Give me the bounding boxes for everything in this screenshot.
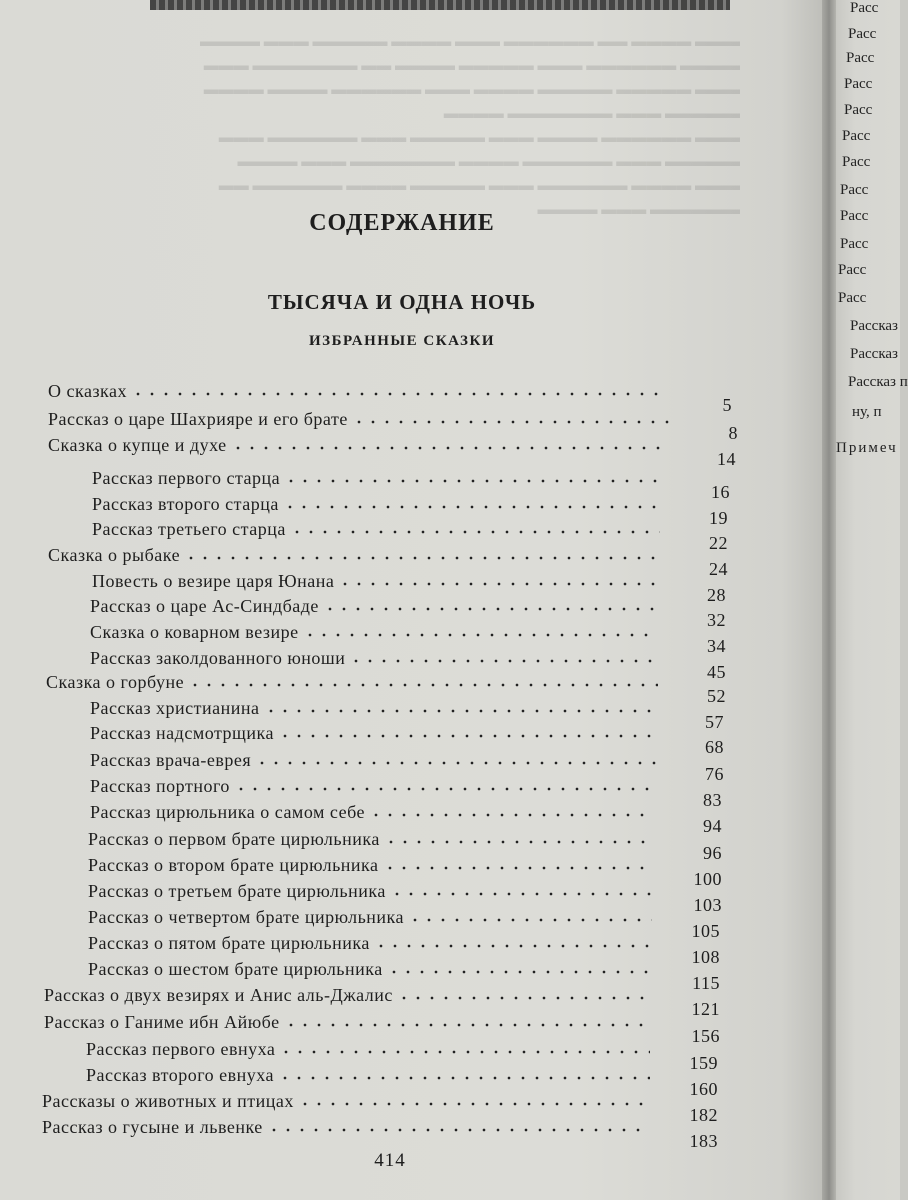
toc-entry-title: Сказка о горбуне [46, 672, 185, 692]
toc-entry [88, 876, 722, 915]
right-page-text-fragment: Расс [844, 102, 873, 118]
toc-entry-title: Рассказ второго евнуха [86, 1065, 275, 1085]
dot-leader [290, 528, 660, 536]
toc-entry [90, 617, 726, 656]
toc-entry-title: Рассказ цирюльника о самом себе [90, 802, 365, 822]
toc-entry [88, 902, 720, 941]
dot-leader [131, 390, 664, 398]
dot-leader [303, 631, 658, 639]
dot-leader [408, 916, 652, 924]
toc-entry-page: 19 [709, 508, 728, 528]
toc-entry-page: 57 [705, 712, 724, 732]
dot-leader [283, 503, 660, 511]
toc-entry-page: 100 [693, 869, 722, 889]
dot-leader [184, 554, 660, 562]
right-page-text-fragment: Расс [850, 0, 879, 16]
toc-entry-title: Рассказ о пятом брате цирюльника [88, 933, 370, 953]
toc-entry-page: 52 [707, 686, 726, 706]
contents-heading: СОДЕРЖАНИЕ [309, 210, 495, 236]
toc-entry [92, 489, 728, 528]
toc-entry [86, 1034, 718, 1073]
toc-entry [90, 718, 724, 757]
toc-entry-page: 5 [722, 395, 732, 415]
dot-leader [284, 477, 662, 485]
right-page-text-fragment: Рассказ [850, 318, 898, 334]
toc-entry [44, 1007, 720, 1046]
toc-entry-title: Рассказ надсмотрщика [90, 723, 275, 743]
toc-entry [90, 693, 724, 732]
dot-leader [231, 444, 668, 452]
toc-entry-title: Рассказ о третьем брате цирюльника [88, 881, 386, 901]
dot-leader [188, 681, 658, 689]
dot-leader [397, 994, 652, 1002]
dot-leader [279, 1048, 650, 1056]
dot-leader [369, 811, 654, 819]
right-page-text-fragment: ну, п [852, 404, 882, 420]
toc-entry-page: 156 [691, 1026, 720, 1046]
toc-entry [88, 824, 722, 863]
toc-entry-title: Рассказ портного [90, 776, 230, 796]
toc-entry-page: 96 [703, 843, 722, 863]
toc-entry-page: 83 [703, 790, 722, 810]
dot-leader [264, 707, 656, 715]
toc-entry-page: 16 [711, 482, 730, 502]
toc-entry-title: Рассказ второго старца [92, 494, 279, 514]
toc-entry-title: Сказка о коварном везире [90, 622, 299, 642]
toc-entry [46, 667, 726, 706]
toc-entry [86, 1060, 718, 1099]
toc-entry-title: Рассказ о первом брате цирюльника [88, 829, 380, 849]
right-page-text-fragment: Расс [838, 290, 867, 306]
toc-entry-page: 115 [692, 973, 720, 993]
toc-entry-title: Рассказ о гусыне и львенке [42, 1117, 263, 1137]
right-page-text-fragment: Расс [848, 26, 877, 42]
toc-entry-page: 22 [709, 533, 728, 553]
toc-entry-page: 94 [703, 816, 722, 836]
right-page [836, 0, 908, 1200]
toc-entry-page: 183 [689, 1131, 718, 1151]
right-page-text-fragment: Расс [838, 262, 867, 278]
toc-entry-title: Рассказ первого старца [92, 468, 281, 488]
dot-leader [278, 1074, 650, 1082]
dot-leader [374, 942, 652, 950]
dot-leader [390, 890, 654, 898]
toc-entry [90, 745, 724, 784]
toc-entry [48, 376, 732, 415]
toc-entry [90, 771, 722, 810]
right-page-text-fragment: Расс [840, 182, 869, 198]
toc-entry-title: Сказка о купце и духе [48, 435, 227, 455]
toc-entry-page: 8 [728, 423, 738, 443]
toc-entry-title: Рассказ о царе Ас-Синдбаде [90, 596, 319, 616]
toc-entry-title: Рассказы о животных и птицах [42, 1091, 294, 1111]
dot-leader [352, 418, 670, 426]
toc-entry-page: 28 [707, 585, 726, 605]
dot-leader [298, 1100, 650, 1108]
toc-entry-title: О сказках [48, 381, 128, 401]
dot-leader [387, 968, 652, 976]
toc-entry-page: 76 [705, 764, 724, 784]
dot-leader [284, 1021, 652, 1029]
toc-entry-title: Сказка о рыбаке [48, 545, 181, 565]
toc-entry-title: Рассказ о втором брате цирюльника [88, 855, 379, 875]
toc-entry-title: Рассказ о шестом брате цирюльника [88, 959, 383, 979]
toc-entry [42, 1086, 718, 1125]
toc-entry [44, 980, 720, 1019]
section-subtitle: ИЗБРАННЫЕ СКАЗКИ [308, 333, 496, 349]
toc-entry-title: Рассказ о царе Шахрияре и его брате [48, 409, 348, 429]
toc-entry [88, 954, 720, 993]
dot-leader [338, 580, 658, 588]
toc-entry-page: 105 [691, 921, 720, 941]
dot-leader [349, 657, 658, 665]
toc-entry-title: Рассказ о двух везирях и Анис аль-Джалис [44, 985, 393, 1005]
book-title: ТЫСЯЧА И ОДНА НОЧЬ [267, 290, 537, 314]
right-page-text-fragment: Расс [846, 50, 875, 66]
toc-entry-page: 45 [707, 662, 726, 682]
toc-entry [90, 591, 726, 630]
toc-entry-title: Рассказ о Ганиме ибн Айюбе [44, 1012, 280, 1032]
toc-entry-page: 182 [689, 1105, 718, 1125]
toc-entry [42, 1112, 718, 1151]
toc-entry-page: 159 [689, 1053, 718, 1073]
toc-entry-page: 68 [705, 737, 724, 757]
right-page-text-fragment: Рассказ [850, 346, 898, 362]
dot-leader [267, 1126, 650, 1134]
toc-entry-title: Повесть о везире царя Юнана [92, 571, 335, 591]
right-page-text-fragment: Примеч [836, 440, 898, 456]
toc-entry [90, 797, 722, 836]
toc-entry-title: Рассказ первого евнуха [86, 1039, 276, 1059]
right-page-text-fragment: Расс [840, 236, 869, 252]
toc-entry [92, 463, 730, 502]
toc-entry [92, 566, 726, 605]
toc-entry-title: Рассказ о четвертом брате цирюльника [88, 907, 405, 927]
toc-entry-title: Рассказ третьего старца [92, 519, 286, 539]
toc-entry [48, 540, 728, 579]
toc-entry-title: Рассказ заколдованного юноши [90, 648, 346, 668]
dot-leader [278, 732, 656, 740]
right-page-text-fragment: Расс [844, 76, 873, 92]
page-number: 414 [374, 1150, 406, 1171]
dot-leader [384, 838, 654, 846]
dot-leader [234, 785, 654, 793]
toc-entry-title: Рассказ христианина [90, 698, 260, 718]
toc-entry [90, 643, 726, 682]
toc-entry [48, 404, 738, 443]
right-page-text-fragment: Расс [840, 208, 869, 224]
toc-entry-page: 121 [691, 999, 720, 1019]
dot-leader [255, 759, 656, 767]
right-page-text-fragment: Рассказ п [848, 374, 908, 390]
book-gutter [822, 0, 836, 1200]
toc-entry-page: 160 [689, 1079, 718, 1099]
toc-entry-page: 24 [709, 559, 728, 579]
toc-entry-page: 34 [707, 636, 726, 656]
right-page-text-fragment: Расс [842, 154, 871, 170]
toc-entry-title: Рассказ врача-еврея [90, 750, 252, 770]
toc-entry [92, 514, 728, 553]
toc-entry [88, 850, 722, 889]
dot-leader [323, 605, 658, 613]
bleed-through-text: ▬▬▬ ▬▬▬▬ ▬▬ ▬▬▬▬▬▬ ▬▬▬ ▬▬▬▬ ▬▬▬▬▬ ▬▬▬ ▬▬▬▬ ▬▬▬▬ ▬▬▬▬▬▬ ▬▬▬ ▬▬▬▬▬ ▬▬▬▬ ▬▬ ▬▬▬▬▬▬▬ ▬▬▬ ▬▬▬ ▬▬▬▬▬ ▬▬▬▬▬ ▬▬▬▬ ▬▬▬ ▬▬▬▬▬▬ ▬▬▬▬ ▬▬▬▬ ▬▬▬▬▬ ▬▬▬ ▬▬▬▬▬▬▬ ▬▬▬▬ ▬▬▬ ▬▬▬▬▬▬ ▬▬▬▬ ▬▬▬ ▬▬▬▬▬ ▬▬▬ ▬▬▬▬▬▬ ▬▬▬ ▬▬▬▬▬ ▬▬▬ ▬▬▬▬▬▬ ▬▬▬▬ ▬▬▬▬▬▬▬ ▬▬▬ ▬▬▬▬ ▬▬▬ ▬▬▬▬ ▬▬▬▬▬▬ ▬▬▬ ▬▬▬▬▬ ▬▬▬▬ ▬▬▬▬▬▬ ▬▬ ▬▬▬▬▬▬ ▬▬▬ ▬▬▬▬ [200, 34, 740, 218]
toc-entry-page: 103 [693, 895, 722, 915]
toc-entry-page: 108 [691, 947, 720, 967]
right-page-text-fragment: Расс [842, 128, 871, 144]
dot-leader [383, 864, 655, 872]
toc-entry [88, 928, 720, 967]
toc-entry [48, 430, 736, 469]
toc-entry-page: 32 [707, 610, 726, 630]
toc-entry-page: 14 [717, 449, 736, 469]
